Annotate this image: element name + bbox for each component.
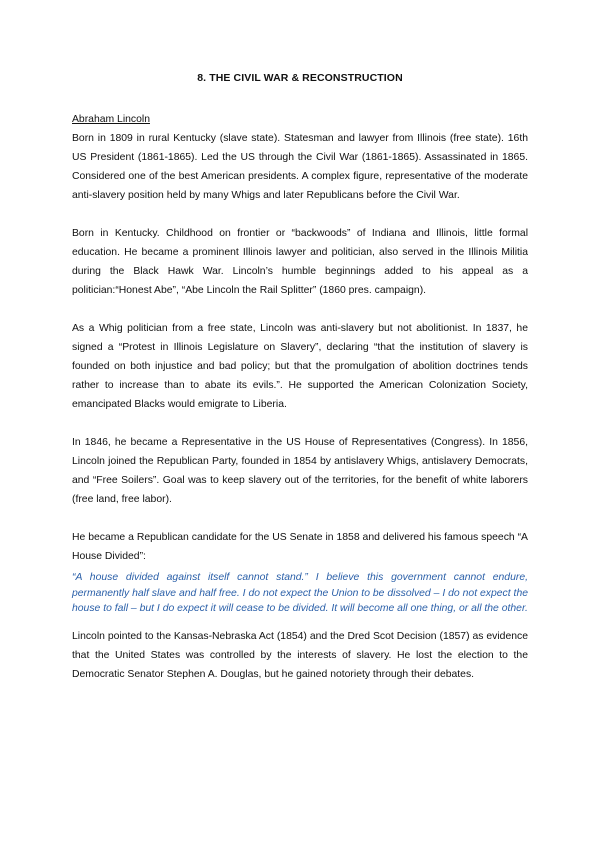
document-body <box>72 110 528 684</box>
house-divided-quote: “A house divided against itself cannot stand.” I believe this government cannot endure, permanently half slave and half free. I do not expect the Union to be dissolved – I do not expect the house to fall – but I do expect it will cease to be divided. It will become all one thing, or all the other. <box>72 572 528 614</box>
paragraph-childhood: Born in Kentucky. Childhood on frontier or “backwoods” of Indiana and Illinois, little formal education. He became a prominent Illinois lawyer and politician, also served in the Illinois Militia during the Black Hawk War. Lincoln’s humble beginnings added to his appeal as a politician:“Honest Abe”, “Abe Lincoln the Rail Splitter” (1860 pres. campaign). <box>72 228 528 296</box>
paragraph-senate-candidacy: He became a Republican candidate for the US Senate in 1858 and delivered his famous speech “A House Divided”: <box>72 532 528 562</box>
paragraph-douglas-debates: Lincoln pointed to the Kansas-Nebraska Act (1854) and the Dred Scot Decision (1857) as evidence that the United States was controlled by the interests of slavery. He lost the election to the Democratic Senator Stephen A. Douglas, but he gained notoriety through their debates. <box>72 630 528 680</box>
page-title: 8. THE CIVIL WAR & RECONSTRUCTION <box>197 72 403 84</box>
section-subheading: Abraham Lincoln <box>72 114 150 125</box>
paragraph-biography: Born in 1809 in rural Kentucky (slave state). Statesman and lawyer from Illinois (free state). 16th US President (1861-1865). Led the US through the Civil War (1861-1865). Assassinated in 1865. Considered one of the best American presidents. A complex figure, representative of the moderate anti-slavery position held by many Whigs and later Republicans before the Civil War. <box>72 133 528 201</box>
paragraph-republican-party: In 1846, he became a Representative in the US House of Representatives (Congress). In 1856, Lincoln joined the Republican Party, founded in 1854 by antislavery Whigs, antislavery Democrats, and “Free Soilers”. Goal was to keep slavery out of the territories, for the benefit of white laborers (free land, free labor). <box>72 437 528 505</box>
paragraph-whig-politics: As a Whig politician from a free state, Lincoln was anti-slavery but not abolitionist. In 1837, he signed a “Protest in Illinois Legislature on Slavery”, declaring “that the institution of slavery is founded on both injustice and bad policy; but that the promulgation of abolition doctrines tends rather to increase than to abate its evils.”. He supported the American Colonization Society, emancipated Blacks would emigrate to Liberia. <box>72 323 528 410</box>
